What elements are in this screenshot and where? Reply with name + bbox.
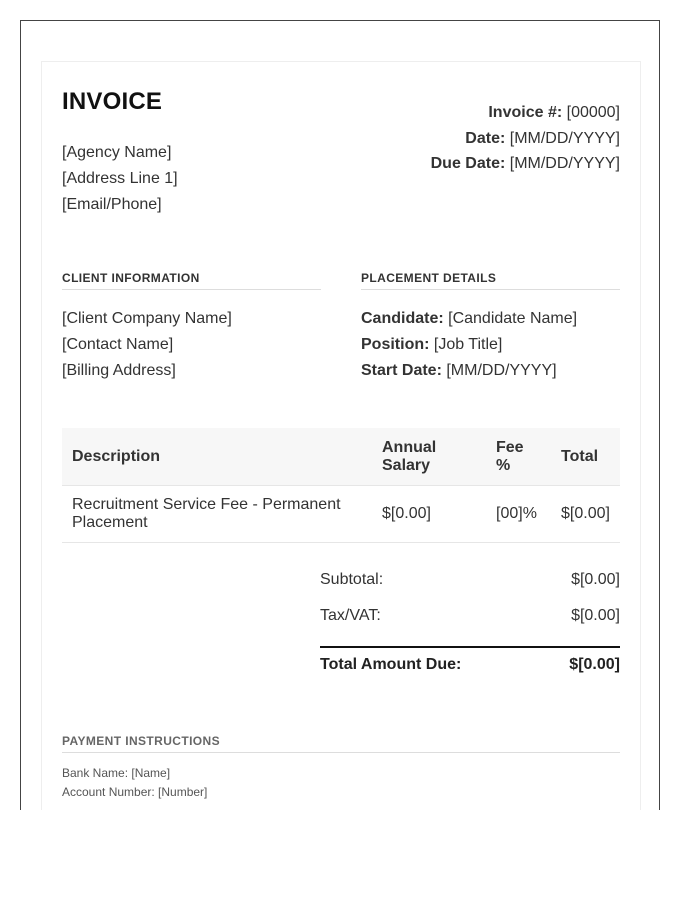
tax-label: Tax/VAT: xyxy=(320,607,381,624)
candidate-label: Candidate: xyxy=(361,310,444,327)
table-header-row xyxy=(62,428,620,486)
header-fee-percent: Fee % xyxy=(486,428,551,486)
cell-annual-salary: $[0.00] xyxy=(372,486,486,543)
account-number: Account Number: [Number] xyxy=(62,785,208,799)
total-due-label: Total Amount Due: xyxy=(320,656,462,673)
placement-details-heading: PLACEMENT DETAILS xyxy=(361,271,620,290)
payment-instructions xyxy=(62,764,207,802)
invoice-sheet xyxy=(41,61,641,810)
payment-instructions-heading: PAYMENT INSTRUCTIONS xyxy=(62,734,620,753)
agency-address: [Address Line 1] xyxy=(62,170,178,187)
position-label: Position: xyxy=(361,336,430,353)
invoice-number-row xyxy=(431,100,620,126)
total-due-value: $[0.00] xyxy=(569,656,620,673)
header-total: Total xyxy=(551,428,620,486)
header-description: Description xyxy=(62,428,372,486)
header-annual-salary: Annual Salary xyxy=(372,428,486,486)
agency-contact: [Email/Phone] xyxy=(62,196,162,213)
cell-total: $[0.00] xyxy=(551,486,620,543)
subtotal-row xyxy=(320,562,620,598)
invoice-date-label: Date: xyxy=(465,129,506,147)
invoice-title: INVOICE xyxy=(62,88,163,115)
invoice-number-label: Invoice #: xyxy=(488,104,563,121)
total-due-row xyxy=(320,646,620,682)
due-date-label: Due Date: xyxy=(430,155,506,172)
invoice-meta xyxy=(431,100,620,177)
cell-fee-percent: [00]% xyxy=(486,486,551,543)
totals-block xyxy=(320,562,620,682)
client-contact: [Contact Name] xyxy=(62,336,174,353)
agency-name: [Agency Name] xyxy=(62,144,172,161)
bank-name: Bank Name: [Name] xyxy=(62,766,171,780)
client-info xyxy=(62,306,232,384)
position-row xyxy=(361,332,577,358)
candidate-row xyxy=(361,306,577,332)
position-value: [Job Title] xyxy=(429,336,503,353)
client-company: [Client Company Name] xyxy=(62,310,232,327)
subtotal-value: $[0.00] xyxy=(571,571,620,588)
due-date-row xyxy=(431,151,620,177)
table-row xyxy=(62,486,620,543)
subtotal-label: Subtotal: xyxy=(320,571,384,588)
invoice-date-row xyxy=(431,126,620,152)
due-date-value: [MM/DD/YYYY] xyxy=(505,155,620,172)
agency-info xyxy=(62,140,178,218)
start-date-value: [MM/DD/YYYY] xyxy=(441,362,557,379)
start-date-row xyxy=(361,358,577,384)
document-frame xyxy=(20,20,660,810)
cell-description: Recruitment Service Fee - Permanent Placement xyxy=(62,486,372,543)
tax-value: $[0.00] xyxy=(571,607,620,624)
client-billing-address: [Billing Address] xyxy=(62,362,176,379)
start-date-label: Start Date: xyxy=(361,362,442,379)
client-info-heading: CLIENT INFORMATION xyxy=(62,271,321,290)
candidate-value: [Candidate Name] xyxy=(443,310,578,327)
invoice-date-value: [MM/DD/YYYY] xyxy=(505,129,620,147)
line-items-table xyxy=(62,428,620,543)
tax-row xyxy=(320,598,620,634)
placement-details xyxy=(361,306,577,384)
invoice-number-value: [00000] xyxy=(562,104,620,121)
